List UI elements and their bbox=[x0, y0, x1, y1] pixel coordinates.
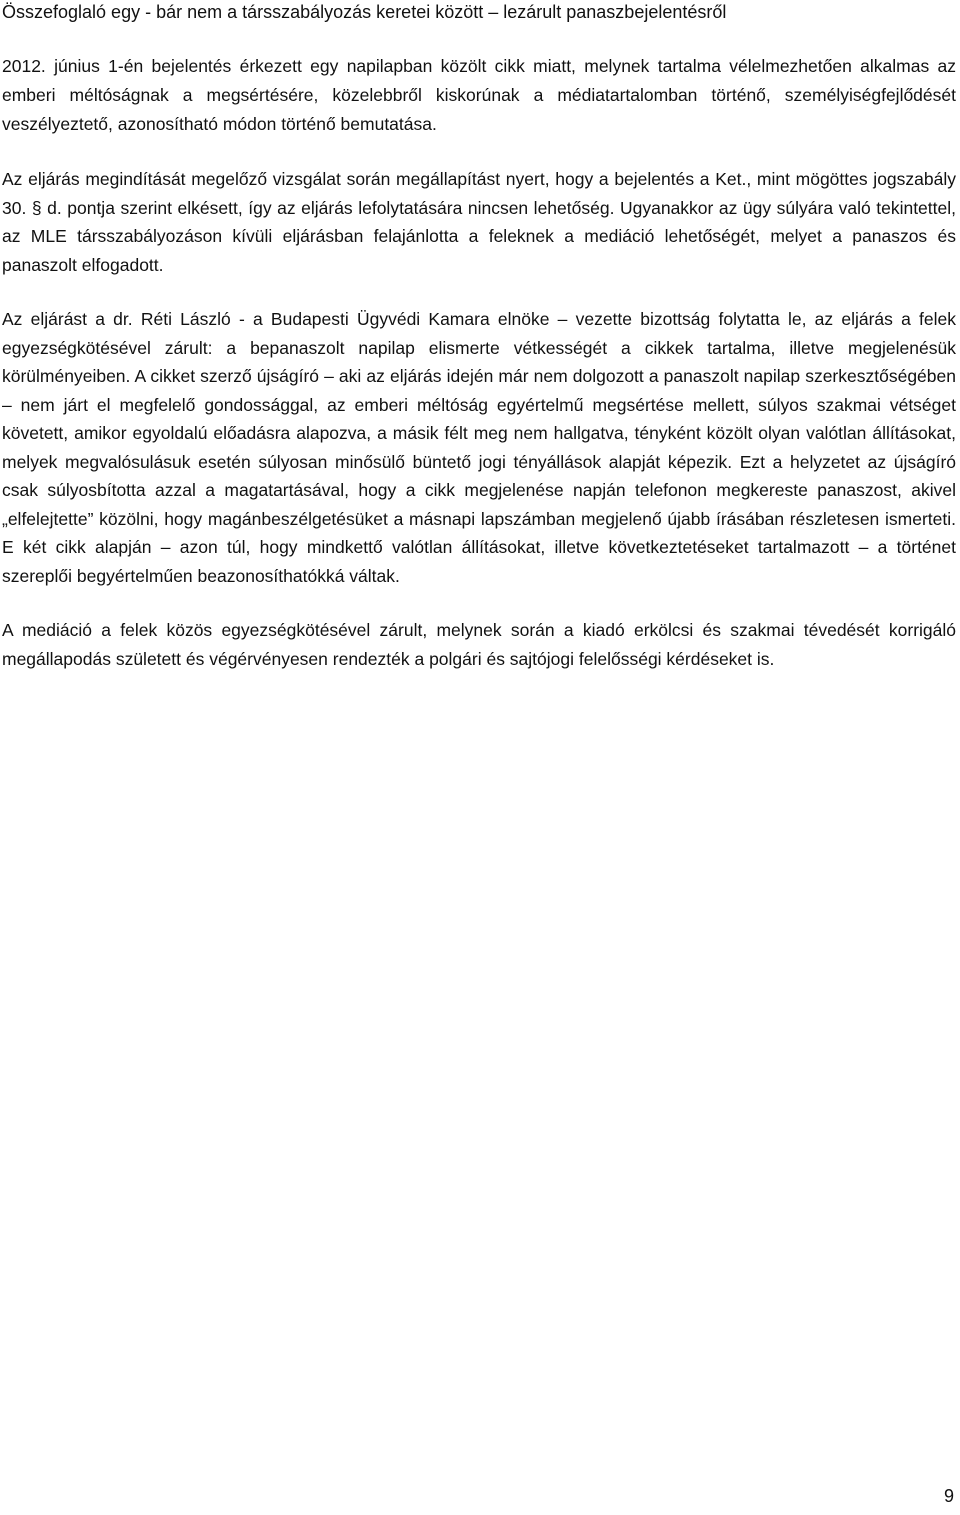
document-body bbox=[2, 52, 956, 699]
paragraph-committee-procedure: Az eljárást a dr. Réti László - a Budapesti Ügyvédi Kamara elnöke – vezette bizottság folytatta le, az eljárás a felek egyezségkötésével zárult: a bepanaszolt napilap elismerte vétkességét a cikkek tartalma, illetve megjelenésük körülményeiben. A cikket szerző újságíró – aki az eljárás idején már nem dolgozott a panaszolt napilap szerkesztőségében – nem járt el megfelelő gondossággal, az emberi méltóság egyértelmű megsértése mellett, súlyos szakmai vétséget követett, amikor egyoldalú előadásra alapozva, a másik félt meg nem hallgatva, tényként közölt olyan valótlan állításokat, melyek megvalósulásuk esetén súlyosan minősülő büntető jogi tényállások alapját képezik. Ezt a helyzetet az újságíró csak súlyosbította azzal a magatartásával, hogy a cikk megjelenése napján telefonon megkereste panaszost, akivel „elfelejtette” közölni, hogy magánbeszélgetésüket a másnapi lapszámban megjelenő újabb írásában részletesen ismerteti. E két cikk alapján – azon túl, hogy mindkettő valótlan állításokat, illetve következtetéseket tartalmazott – a történet szereplői begyértelműen beazonosíthatókká váltak. bbox=[2, 309, 956, 586]
paragraph-preliminary-investigation: Az eljárás megindítását megelőző vizsgálat során megállapítást nyert, hogy a bejelentés a Ket., mint mögöttes jogszabály 30. § d. pontja szerint elkésett, így az eljárás lefolytatására nincsen lehetőség. Ugyanakkor az ügy súlyára való tekintettel, az MLE társszabályozáson kívüli eljárásban felajánlotta a feleknek a mediáció lehetőségét, melyet a panaszos és panaszolt elfogadott. bbox=[2, 169, 956, 275]
paragraph-mediation-outcome: A mediáció a felek közös egyezségkötésével zárult, melynek során a kiadó erkölcsi és szakmai tévedését korrigáló megállapodás született és végérvényesen rendezték a polgári és sajtójogi felelősségi kérdéseket is. bbox=[2, 620, 956, 669]
page-number: 9 bbox=[943, 1486, 954, 1506]
document-title: Összefoglaló egy - bár nem a társszabályozás keretei között – lezárult panaszbejelentésről bbox=[2, 2, 727, 22]
paragraph-complaint-received: 2012. június 1-én bejelentés érkezett egy napilapban közölt cikk miatt, melynek tartalma vélelmezhetően alkalmas az emberi méltóságnak a megsértésére, közelebbről kiskorúnak a médiatartalomban történő, személyiségfejlődését veszélyeztető, azonosítható módon történő bemutatása. bbox=[2, 56, 956, 134]
